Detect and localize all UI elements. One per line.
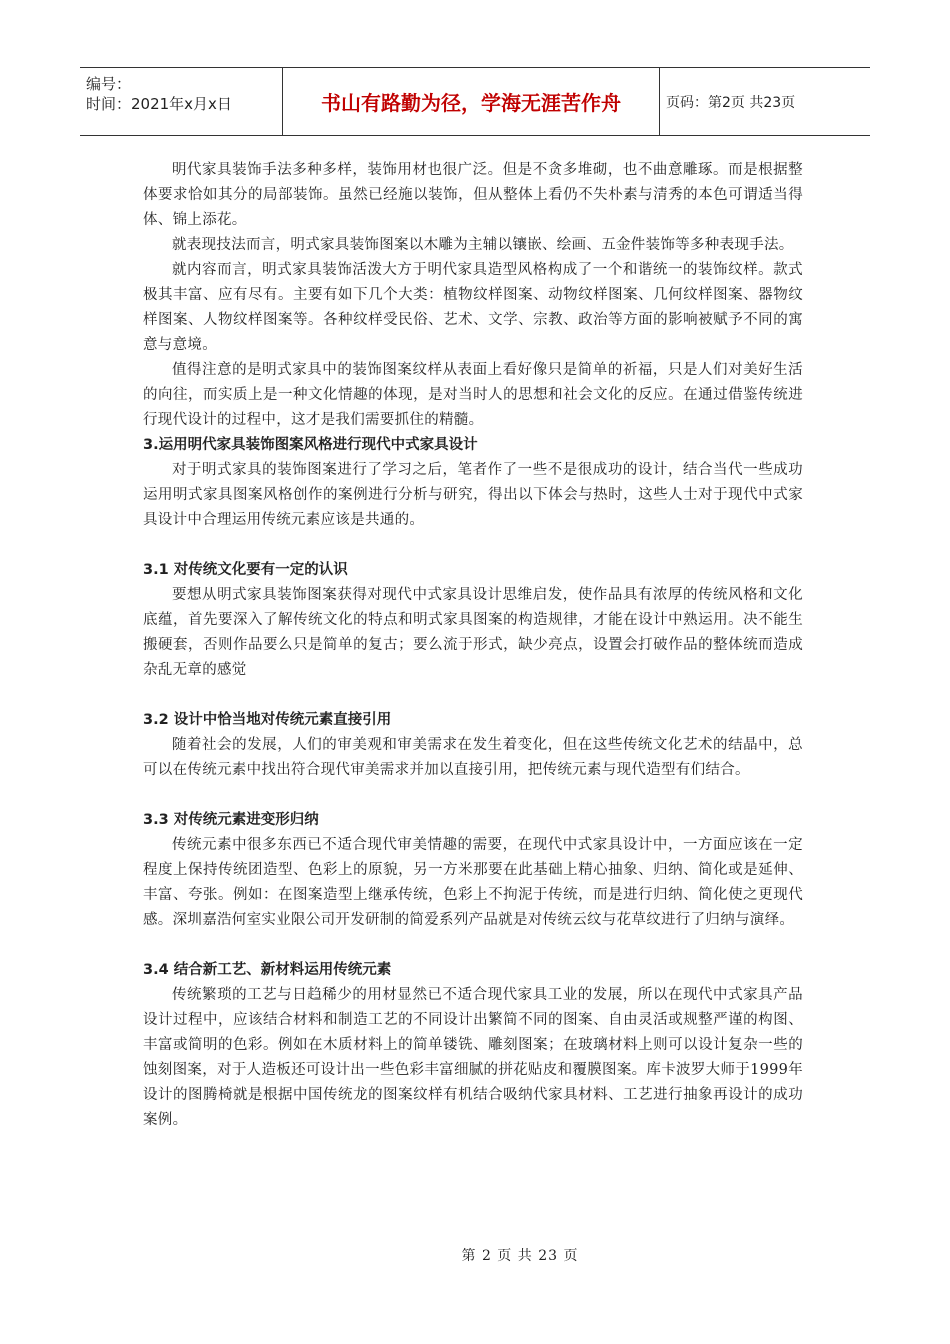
- paragraph: 传统元素中很多东西已不适合现代审美情趣的需要，在现代中式家具设计中，一方面应该在一定程度上保持传统团造型、色彩上的原貌，另一方米那要在此基础上精心抽象、归纳、简化或是延伸、丰富、夸张。例如：在图案造型上继承传统，色彩上不拘泥于传统，而是进行归纳、简化使之更现代感。深圳嘉浩何室实业限公司开发研制的简爱系列产品就是对传统云纹与花草纹进行了归纳与演绎。: [143, 837, 803, 928]
- section-heading-3-1: 3.1 对传统文化要有一定的认识: [143, 562, 348, 578]
- section-heading-3-2: 3.2 设计中恰当地对传统元素直接引用: [143, 712, 392, 728]
- paragraph: 随着社会的发展，人们的审美观和审美需求在发生着变化，但在这些传统文化艺术的结晶中，总可以在传统元素中找出符合现代审美需求并加以直接引用，把传统元素与现代造型有们结合。: [143, 737, 803, 778]
- document-body: [143, 158, 803, 1133]
- paragraph: 对于明式家具的装饰图案进行了学习之后，笔者作了一些不是很成功的设计，结合当代一些成功运用明式家具图案风格创作的案例进行分析与研究，得出以下体会与热时，这些人士对于现代中式家具设计中合理运用传统元素应该是共通的。: [143, 462, 803, 528]
- paragraph: 传统繁琐的工艺与日趋稀少的用材显然已不适合现代家具工业的发展，所以在现代中式家具产品设计过程中，应该结合材料和制造工艺的不同设计出繁简不同的图案、自由灵活或规整严谨的构图、丰富或简明的色彩。例如在木质材料上的简单镂铣、雕刻图案；在玻璃材料上则可以设计复杂一些的蚀刻图案，对于人造板还可设计出一些色彩丰富细腻的拼花贴皮和覆膜图案。库卡波罗大师于1999年设计的图腾椅就是根据中国传统龙的图案纹样有机结合吸纳代家具材料、工艺进行抽象再设计的成功案例。: [143, 987, 803, 1128]
- header-motto: 书山有路勤为径，学海无涯苦作舟: [283, 68, 660, 135]
- paragraph: 就内容而言，明式家具装饰活泼大方于明代家具造型风格构成了一个和谐统一的装饰纹样。款式极其丰富、应有尽有。主要有如下几个大类：植物纹样图案、动物纹样图案、几何纹样图案、器物纹样图案、人物纹样图案等。各种纹样受民俗、艺术、文学、宗教、政治等方面的影响被赋予不同的寓意与意境。: [143, 262, 803, 353]
- paragraph: 要想从明式家具装饰图案获得对现代中式家具设计思维启发，使作品具有浓厚的传统风格和文化底蕴，首先要深入了解传统文化的特点和明式家具图案的构造规律，才能在设计中熟运用。决不能生搬硬套，否则作品要么只是简单的复古；要么流于形式，缺少亮点，设置会打破作品的整体统而造成杂乱无章的感觉: [143, 587, 803, 678]
- header-page-info: 页码：第2页 共23页: [666, 94, 796, 111]
- page-header: [80, 67, 870, 136]
- paragraph: 值得注意的是明式家具中的装饰图案纹样从表面上看好像只是简单的祈福，只是人们对美好生活的向往，而实质上是一种文化情趣的体现，是对当时人的思想和社会文化的反应。在通过借鉴传统进行现代设计的过程中，这才是我们需要抓住的精髓。: [143, 362, 803, 428]
- section-heading-3-3: 3.3 对传统元素进变形归纳: [143, 812, 319, 828]
- footer-page-number: 第 2 页 共 23 页: [461, 1248, 579, 1264]
- time-label: 时间：2021年x月x日: [86, 95, 232, 113]
- paragraph: 就表现技法而言，明式家具装饰图案以木雕为主辅以镶嵌、绘画、五金件装饰等多种表现手法。: [172, 237, 794, 253]
- paragraph: 明代家具装饰手法多种多样，装饰用材也很广泛。但是不贪多堆砌，也不曲意雕琢。而是根据整体要求恰如其分的局部装饰。虽然已经施以装饰，但从整体上看仍不失朴素与清秀的本色可谓适当得体、锦上添花。: [143, 162, 803, 228]
- page-footer: [0, 1245, 950, 1265]
- section-heading-3: 3.运用明代家具装饰图案风格进行现代中式家具设计: [143, 437, 478, 453]
- header-meta: [80, 68, 283, 135]
- number-label: 编号：: [86, 75, 132, 93]
- section-heading-3-4: 3.4 结合新工艺、新材料运用传统元素: [143, 962, 392, 978]
